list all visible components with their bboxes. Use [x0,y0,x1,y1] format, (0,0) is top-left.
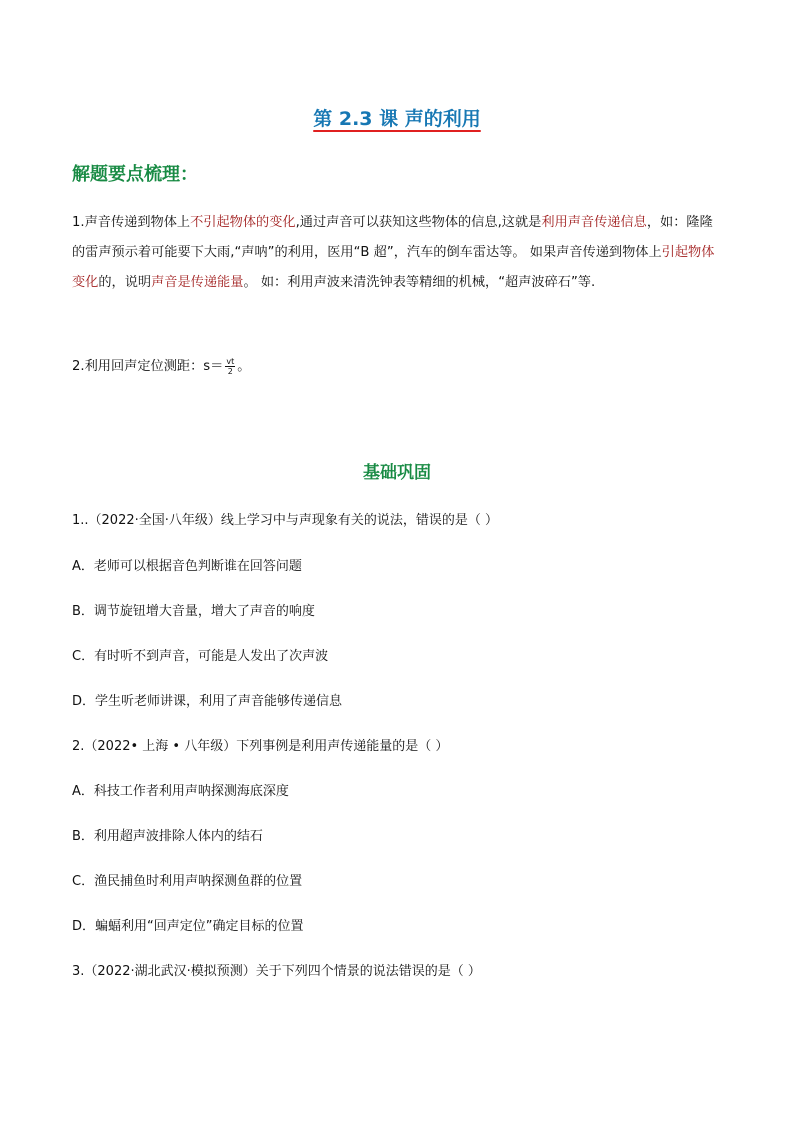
point2-prefix: 2.利用回声定位测距：s＝ [72,359,224,374]
question-1-option-b: B．调节旋钮增大音量，增大了声音的响度 [72,604,315,619]
point1-text-4: 的，说明 [98,275,152,290]
question-2-option-a: A．科技工作者利用声呐探测海底深度 [72,784,289,799]
point1-text-3: ，如：隆隆的雷声预示着可能要下大雨,“声呐”的利用，医用“B 超”，汽车的倒车雷达等。 如果声音传递到物体上 [72,215,713,260]
question-1-stem: 1..（2022·全国·八年级）线上学习中与声现象有关的说法，错误的是（ ） [72,513,499,528]
point1-text-2: ,通过声音可以获知这些物体的信息,这就是 [295,215,542,230]
page-title: 第 2.3 课 声的利用 [313,108,481,130]
question-3-stem: 3.（2022·湖北武汉·模拟预测）关于下列四个情景的说法错误的是（ ） [72,964,481,979]
question-2-option-c: C．渔民捕鱼时利用声呐探测鱼群的位置 [72,874,303,889]
page-title-wrap [0,104,794,131]
question-2-option-d: D．蝙蝠利用“回声定位”确定目标的位置 [72,919,304,934]
question-1-option-a: A．老师可以根据音色判断谁在回答问题 [72,559,302,574]
point1-highlight-1: 不引起物体的变化 [190,215,296,230]
fraction-denominator: 2 [227,366,233,376]
question-1-option-c: C．有时听不到声音，可能是人发出了次声波 [72,649,329,664]
point1-text-5: 。 如：利用声波来清洗钟表等精细的机械，“超声波碎石”等. [243,275,596,290]
key-point-1 [72,208,724,298]
question-1-option-d: D．学生听老师讲课，利用了声音能够传递信息 [72,694,343,709]
section-heading-key-points: 解题要点梳理： [72,164,198,185]
fraction-numerator: vt [226,356,235,366]
point1-highlight-2: 利用声音传递信息 [541,215,647,230]
question-2-option-b: B．利用超声波排除人体内的结石 [72,829,263,844]
point1-highlight-3: 引起物体变化 [72,245,715,290]
distance-formula-fraction [225,357,235,376]
point1-text-1: 1.声音传递到物体上 [72,215,191,230]
section-heading-basics: 基础巩固 [363,463,431,483]
point2-suffix: 。 [237,359,251,374]
point1-highlight-4: 声音是传递能量 [151,275,244,290]
key-point-2 [72,352,724,382]
question-2-stem: 2.（2022• 上海 • 八年级）下列事例是利用声传递能量的是（ ） [72,739,449,754]
